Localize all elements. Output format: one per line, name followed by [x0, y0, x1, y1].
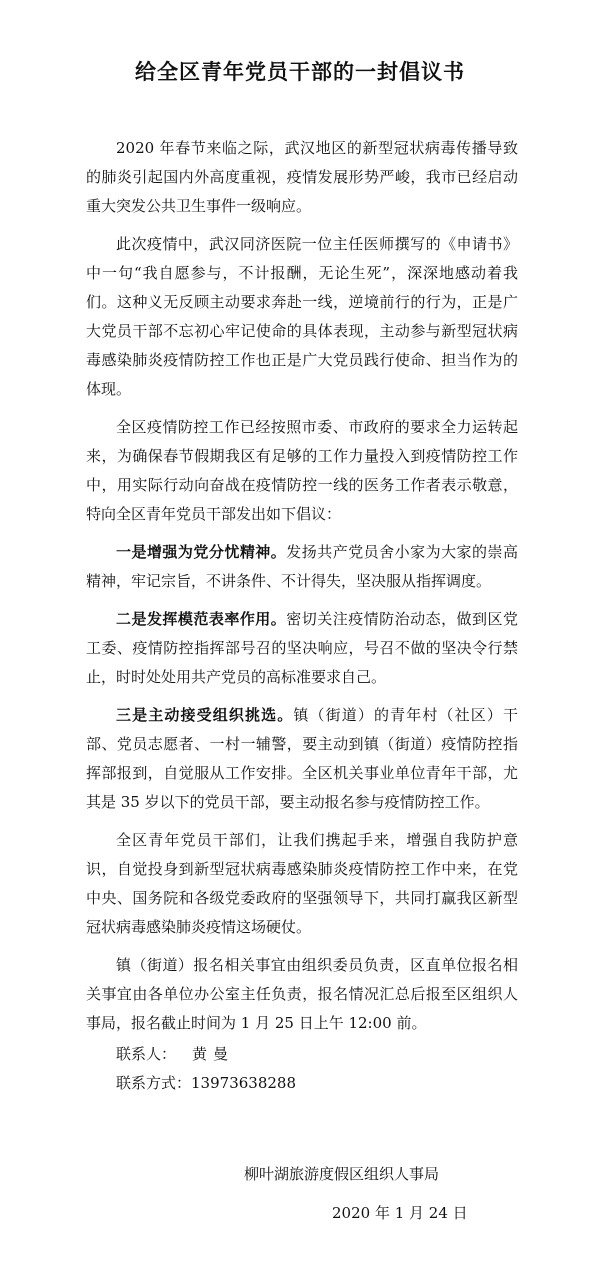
intro-paragraph-1: 2020 年春节来临之际，武汉地区的新型冠状病毒传播导致的肺炎引起国内外高度重视，疫情发展形势严峻，我市已经启动重大突发公共卫生事件一级响应。: [86, 139, 518, 215]
contact-person-name: 黄曼: [192, 1045, 235, 1063]
signature-date: 2020 年 1 月 24 日: [332, 1204, 468, 1222]
contact-phone-line: [86, 1069, 518, 1098]
contact-phone-number: 13973638288: [191, 1074, 296, 1092]
proposal-lead-3: 三是主动接受组织挑选。: [116, 706, 294, 724]
contact-person-line: [86, 1040, 518, 1069]
closing-paragraph-1: 全区青年党员干部们，让我们携起手来，增强自我防护意识，自觉投身到新型冠状病毒感染肺炎疫情防控工作中来，在党中央、国务院和各级党委政府的坚强领导下，共同打赢我区新型冠状病毒感染肺炎疫情这场硬仗。: [86, 831, 518, 936]
proposal-item-3: [86, 701, 518, 817]
proposal-text-2: 密切关注疫情防治动态，做到区党工委、疫情防控指挥部号召的坚决响应，号召不做的坚决令行禁止，时时处处用共产党员的高标准要求自己。: [86, 610, 518, 686]
intro-paragraph-3: 全区疫情防控工作已经按照市委、市政府的要求全力运转起来，为确保春节假期我区有足够的工作力量投入到疫情防控工作中，用实际行动向奋战在疫情防控一线的医务工作者表示敬意，特向全区青年党员干部发出如下倡议：: [86, 418, 518, 523]
proposal-item-2: [86, 605, 518, 692]
proposal-text-1: 发扬共产党员舍小家为大家的崇高精神，牢记宗旨，不讲条件、不计得失，坚决服从指挥调度。: [86, 543, 518, 590]
proposal-lead-1: 一是增强为党分忧精神。: [116, 543, 287, 561]
contact-phone-label: 联系方式：: [116, 1074, 192, 1092]
document-body: [86, 134, 518, 1098]
contact-person-label: 联系人：: [116, 1045, 177, 1063]
intro-paragraph-2: 此次疫情中，武汉同济医院一位主任医师撰写的《申请书》中一句“我自愿参与，不计报酬，无论生死”，深深地感动着我们。这种义无反顾主动要求奔赴一线，逆境前行的行为，正是广大党员干部不忘初心牢记使命的具体表现，主动参与新型冠状病毒感染肺炎疫情防控工作也正是广大党员践行使命、担当作为的体现。: [86, 235, 518, 398]
proposal-text-3: 镇（街道）的青年村（社区）干部、党员志愿者、一村一辅警，要主动到镇（街道）疫情防控指挥部报到，自觉服从工作安排。全区机关事业单位青年干部，尤其是 35 岁以下的党员干部，要主动报名参与疫情防控工作。: [86, 706, 518, 811]
document-title: 给全区青年党员干部的一封倡议书: [135, 59, 465, 84]
signature-block: [244, 1160, 484, 1228]
closing-paragraph-2: 镇（街道）报名相关事宜由组织委员负责，区直单位报名相关事宜由各单位办公室主任负责，报名情况汇总后报至区组织人事局，报名截止时间为 1 月 25 日上午 12:00 前。: [86, 956, 518, 1032]
signature-organization: 柳叶湖旅游度假区组织人事局: [244, 1165, 440, 1183]
proposal-item-1: [86, 538, 518, 596]
proposal-lead-2: 二是发挥模范表率作用。: [116, 610, 287, 628]
